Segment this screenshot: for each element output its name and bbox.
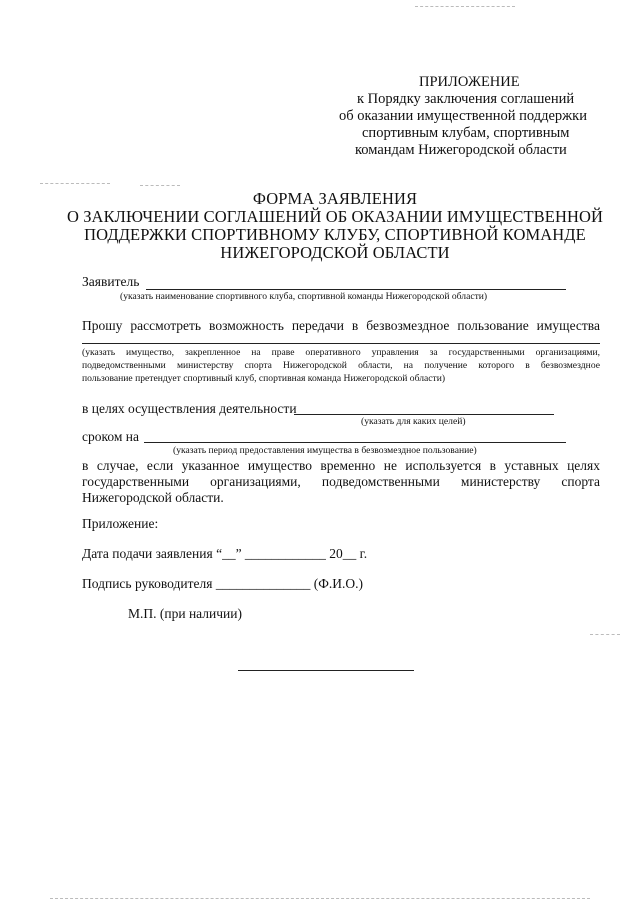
applicant-label: Заявитель [82, 274, 140, 289]
closing-divider [238, 670, 414, 671]
signature-line[interactable]: Подпись руководителя ______________ (Ф.И.О.) [82, 576, 364, 591]
title-line: О ЗАКЛЮЧЕНИИ СОГЛАШЕНИЙ ОБ ОКАЗАНИИ ИМУЩЕСТВЕННОЙ [66, 207, 604, 226]
property-hint-line: (указать имущество, закрепленное на праве оперативного управления за государственными организациями, [82, 347, 600, 358]
purpose-label: в целях осуществления деятельности [82, 401, 297, 416]
purpose-field[interactable] [294, 414, 554, 415]
property-field[interactable] [82, 343, 600, 344]
stamp-label: М.П. (при наличии) [128, 606, 242, 621]
appendix-line: командам Нижегородской области [355, 142, 567, 158]
case-text-line: государственными организациями, подведомственными министерству спорта [82, 474, 600, 489]
term-hint: (указать период предоставления имущества в безвозмездное пользование) [173, 445, 477, 456]
scan-noise [50, 898, 590, 899]
case-text-line: Нижегородской области. [82, 490, 224, 505]
applicant-hint: (указать наименование спортивного клуба, спортивной команды Нижегородской области) [120, 291, 488, 302]
title-line: НИЖЕГОРОДСКОЙ ОБЛАСТИ [220, 243, 450, 262]
title-line: ФОРМА ЗАЯВЛЕНИЯ [252, 189, 418, 208]
scan-noise [140, 185, 180, 186]
scan-noise [40, 183, 110, 184]
appendix-heading: ПРИЛОЖЕНИЕ [419, 74, 520, 90]
scan-noise [590, 634, 620, 635]
appendix-line: к Порядку заключения соглашений [357, 91, 575, 107]
submission-date-line[interactable]: Дата подачи заявления “__” ____________ 20__ г. [82, 546, 368, 561]
scan-noise [415, 6, 515, 7]
applicant-field[interactable] [146, 289, 566, 290]
term-label: сроком на [82, 429, 139, 444]
request-text: Прошу рассмотреть возможность передачи в безвозмездное пользование имущества [82, 318, 600, 333]
property-hint-line: подведомственными министерству спорта Нижегородской области, на получение которого в безвозмездное [82, 360, 600, 371]
case-text-line: в случае, если указанное имущество временно не используется в уставных целях [82, 458, 600, 473]
attachment-label: Приложение: [82, 516, 159, 531]
term-field[interactable] [144, 442, 566, 443]
appendix-line: спортивным клубам, спортивным [362, 125, 570, 141]
title-line: ПОДДЕРЖКИ СПОРТИВНОМУ КЛУБУ, СПОРТИВНОЙ КОМАНДЕ [84, 225, 586, 244]
appendix-line: об оказании имущественной поддержки [339, 108, 587, 124]
property-hint-line: пользование претендует спортивный клуб, спортивная команда Нижегородской области) [82, 373, 446, 384]
purpose-hint: (указать для каких целей) [361, 416, 466, 427]
